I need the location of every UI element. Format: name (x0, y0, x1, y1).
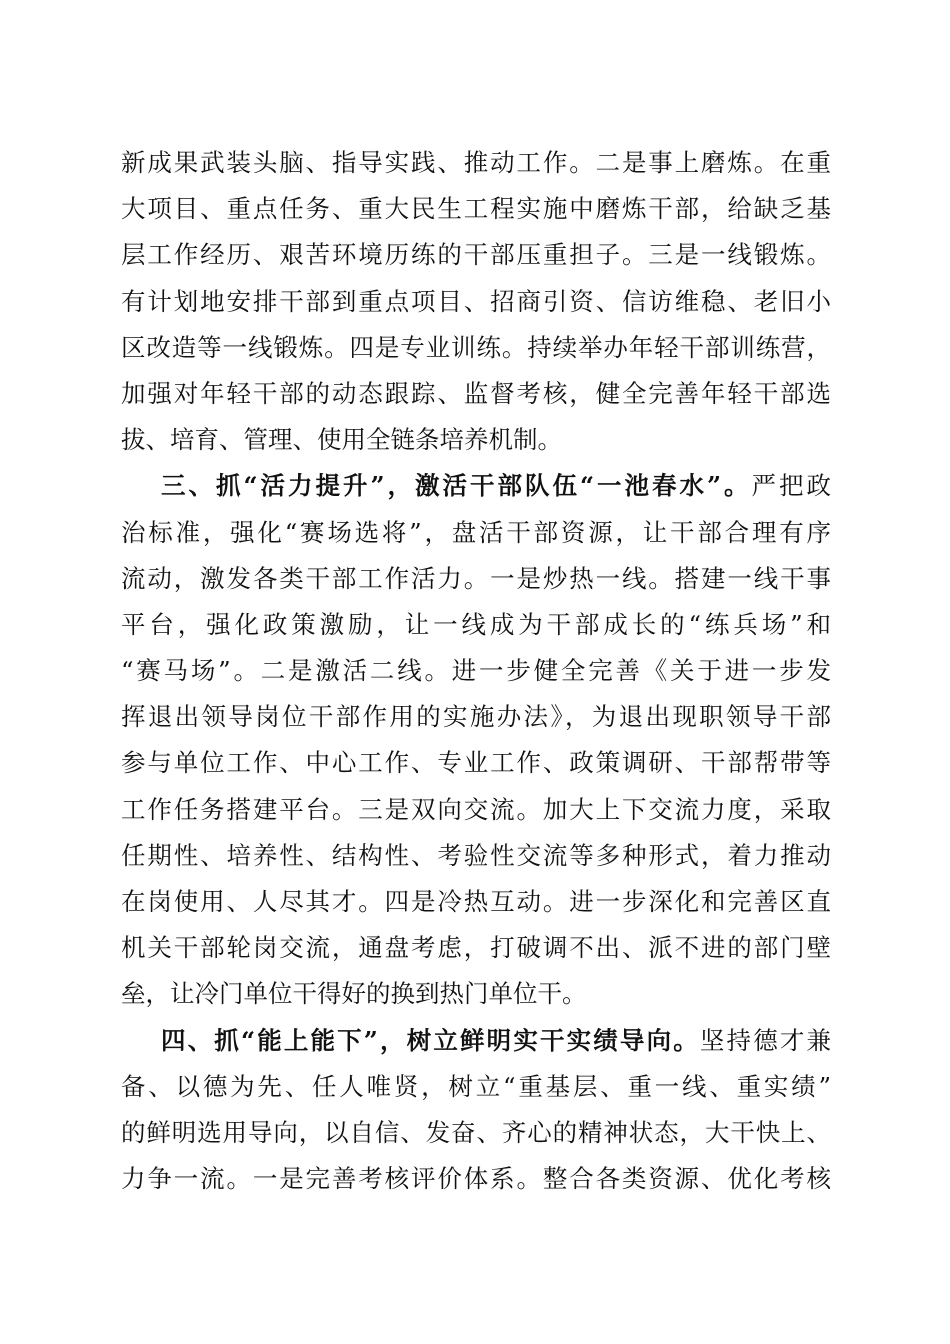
paragraph-line: 拔、培育、管理、使用全链条培养机制。 (121, 425, 562, 455)
paragraph-line: 机关干部轮岗交流，通盘考虑，打破调不出、派不进的部门壁 (121, 933, 831, 963)
paragraph-line: 参与单位工作、中心工作、专业工作、政策调研、干部帮带等 (121, 748, 831, 778)
paragraph-line: 有计划地安排干部到重点项目、招商引资、信访维稳、老旧小 (121, 286, 831, 316)
document-body (121, 140, 831, 1202)
paragraph-line: 备、以德为先、任人唯贤，树立“重基层、重一线、重实绩” (121, 1071, 831, 1101)
paragraph-line: 垒，让冷门单位干得好的换到热门单位干。 (121, 979, 587, 1009)
section-3-first-line (121, 463, 831, 509)
section-3-first-line-rest: 严把政 (751, 471, 832, 501)
paragraph-line: 的鲜明选用导向，以自信、发奋、齐心的精神状态，大干快上、 (121, 1117, 831, 1147)
section-4-heading: 四、抓“能上能下”，树立鲜明实干实绩导向。 (161, 1025, 700, 1055)
paragraph-line: 加强对年轻干部的动态跟踪、监督考核，健全完善年轻干部选 (121, 378, 831, 408)
section-4-first-line (121, 1018, 831, 1064)
paragraph-line: 在岗使用、人尽其才。四是冷热互动。进一步深化和完善区直 (121, 887, 831, 916)
section-3-heading: 三、抓“活力提升”，激活干部队伍“一池春水”。 (161, 471, 752, 501)
paragraph-line: 挥退出领导岗位干部作用的实施办法》，为退出现职领导干部 (121, 702, 831, 732)
paragraph-line: 力争一流。一是完善考核评价体系。整合各类资源、优化考核 (121, 1164, 831, 1194)
paragraph-line: 流动，激发各类干部工作活力。一是炒热一线。搭建一线干事 (121, 563, 831, 593)
paragraph-line: “赛马场”。二是激活二线。进一步健全完善《关于进一步发 (121, 656, 831, 686)
paragraph-line: 工作任务搭建平台。三是双向交流。加大上下交流力度，采取 (121, 794, 831, 824)
paragraph-line: 层工作经历、艰苦环境历练的干部压重担子。三是一线锻炼。 (121, 240, 831, 270)
paragraph-line: 区改造等一线锻炼。四是专业训练。持续举办年轻干部训练营， (121, 332, 831, 362)
section-4-first-line-rest: 坚持德才兼 (699, 1025, 832, 1055)
paragraph-line: 任期性、培养性、结构性、考验性交流等多种形式，着力推动 (121, 840, 831, 870)
paragraph-line: 治标准，强化“赛场选将”，盘活干部资源，让干部合理有序 (121, 517, 831, 547)
paragraph-line: 大项目、重点任务、重大民生工程实施中磨炼干部，给缺乏基 (121, 194, 831, 224)
paragraph-line: 新成果武装头脑、指导实践、推动工作。二是事上磨炼。在重 (121, 148, 831, 177)
paragraph-line: 平台，强化政策激励，让一线成为干部成长的“练兵场”和 (121, 609, 831, 639)
